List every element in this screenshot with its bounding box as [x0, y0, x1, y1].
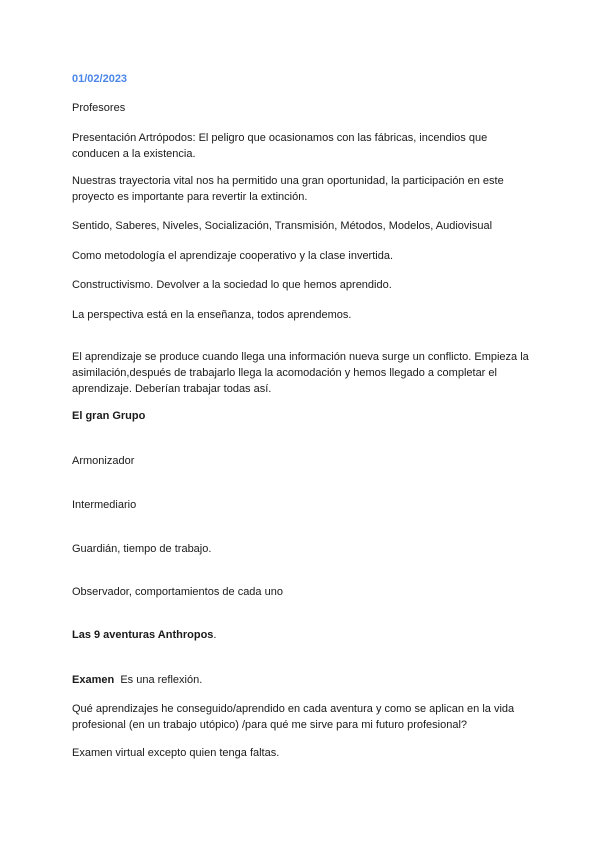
paragraph-metodologia: Como metodología el aprendizaje cooperativo y la clase invertida. [72, 250, 394, 262]
role-armonizador: Armonizador [72, 455, 135, 467]
paragraph-exam-virtual: Examen virtual excepto quien tenga faltas. [72, 747, 280, 759]
paragraph-presentacion: Presentación Artrópodos: El peligro que ocasionamos con las fábricas, incendios que conducen a la existencia. [72, 132, 488, 160]
role-observador: Observador, comportamientos de cada uno [72, 586, 283, 598]
role-intermediario: Intermediario [72, 499, 137, 511]
section-heading-aventuras [72, 627, 532, 643]
paragraph-trayectoria: Nuestras trayectoria vital nos ha permitido una gran oportunidad, la participación en este proyecto es importante para revertir la extinción. [72, 175, 504, 203]
paragraph-profesores: Profesores [72, 102, 126, 114]
date-heading: 01/02/2023 [72, 73, 128, 85]
paragraph-constructivismo: Constructivismo. Devolver a la sociedad lo que hemos aprendido. [72, 279, 392, 291]
exam-label: Examen [72, 674, 115, 686]
paragraph-perspectiva: La perspectiva está en la enseñanza, todos aprendemos. [72, 309, 352, 321]
paragraph-conceptos: Sentido, Saberes, Niveles, Socialización, Transmisión, Métodos, Modelos, Audiovisual [72, 220, 493, 232]
role-guardian: Guardián, tiempo de trabajo. [72, 543, 212, 555]
exam-line [72, 672, 532, 688]
paragraph-exam-question: Qué aprendizajes he conseguido/aprendido en cada aventura y como se aplican en la vida profesional (en un trabajo utópico) /para qué me sirve para mi futuro profesional? [72, 703, 515, 731]
paragraph-aprendizaje: El aprendizaje se produce cuando llega una información nueva surge un conflicto. Empieza la asimilación,después de trabajarlo llega la acomodación y hemos llegado a completar el aprendizaje. Deberían trabajar todas así. [72, 351, 529, 395]
exam-text: Es una reflexión. [114, 674, 203, 686]
aventuras-period: . [213, 629, 217, 641]
section-heading-gran-grupo: El gran Grupo [72, 410, 146, 422]
aventuras-title: Las 9 aventuras Anthropos [72, 629, 214, 641]
